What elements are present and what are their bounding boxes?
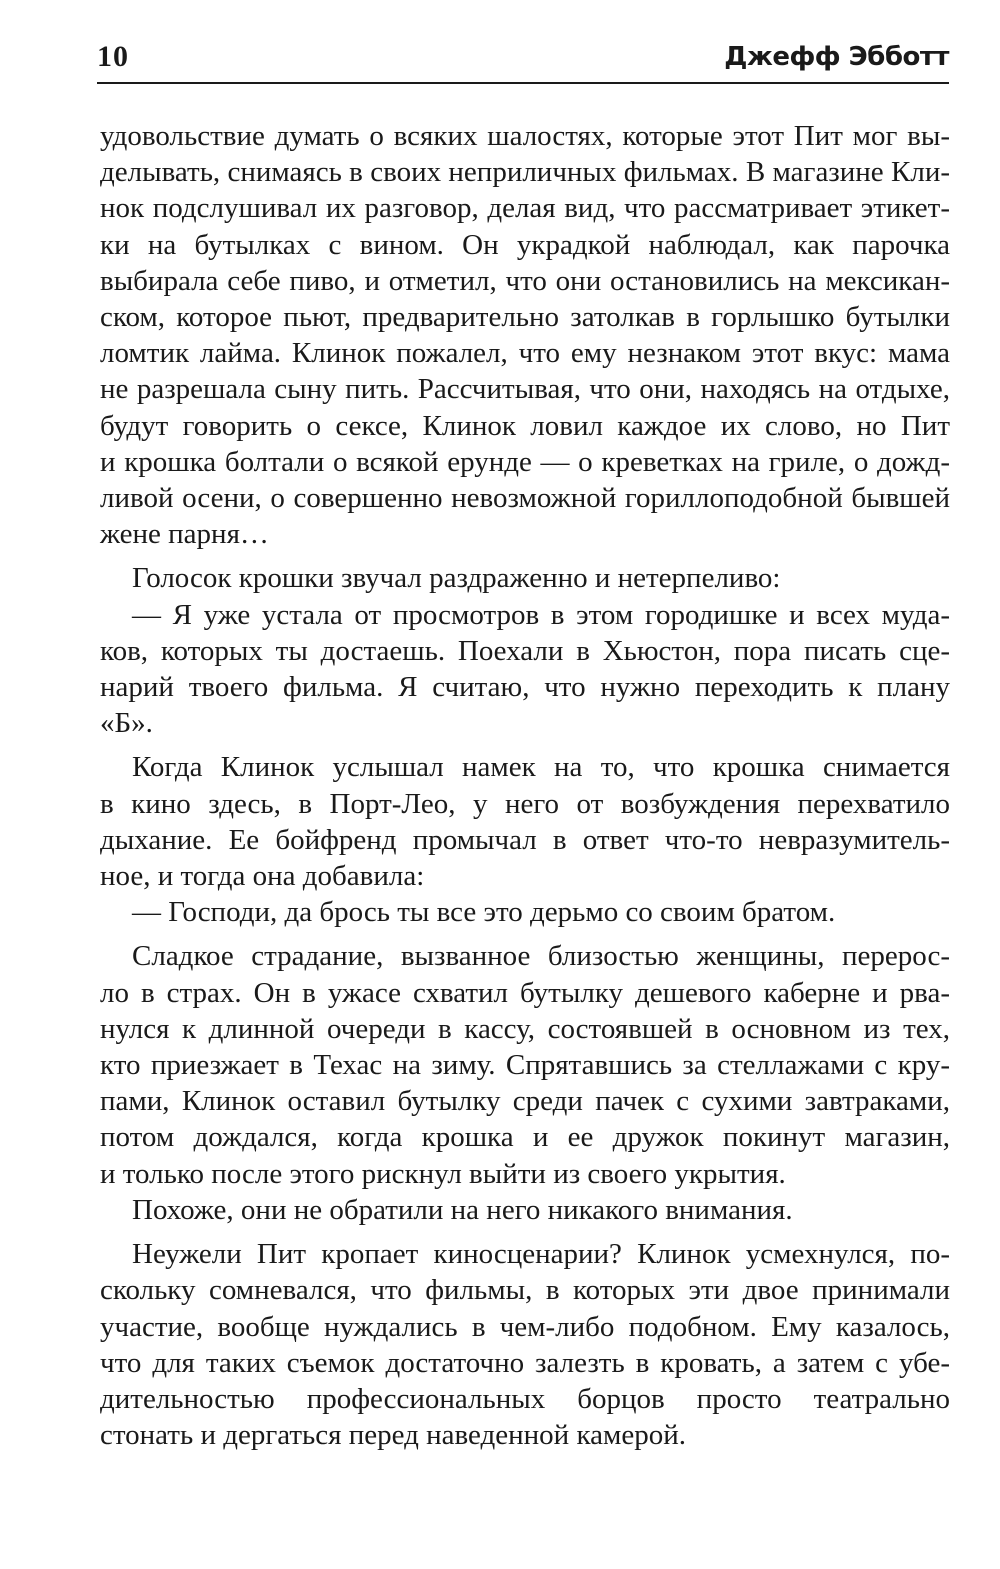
text-line: Сладкое страдание, вызванное близостью женщины, перерос- <box>132 940 950 973</box>
text-line: — Господи, да брось ты все это дерьмо со своим братом. <box>132 896 836 929</box>
text-line: стонать и дергаться перед наведенной камерой. <box>100 1419 686 1452</box>
text-line: будут говорить о сексе, Клинок ловил каждое их слово, но Пит <box>100 409 950 442</box>
text-line: нарий твоего фильма. Я считаю, что нужно переходить к плану <box>100 671 950 704</box>
text-line: и крошка болтали о всякой ерунде — о креветках на гриле, о дожд- <box>100 445 950 478</box>
paragraph <box>100 938 950 1228</box>
text-line: Неужели Пит кропает киносценарии? Клинок усмехнулся, по- <box>132 1238 950 1271</box>
text-line: ливой осени, о совершенно невозможной гориллоподобной бывшей <box>100 482 950 515</box>
text-line: потом дождался, когда крошка и ее дружок покинут магазин, <box>100 1121 950 1154</box>
page-number: 10 <box>97 40 129 73</box>
text-line: делывать, снимаясь в своих неприличных фильмах. В магазине Кли- <box>100 156 950 189</box>
body-text <box>100 118 950 1453</box>
text-line: ском, которое пьют, предварительно затолкав в горлышко бутылки <box>100 301 950 334</box>
running-head-author: Джефф Эбботт <box>724 42 949 72</box>
text-line: скольку сомневался, что фильмы, в которых эти двое принимали <box>100 1274 950 1307</box>
text-line: Когда Клинок услышал намек на то, что крошка снимается <box>132 751 950 784</box>
text-line: ло в страх. Он в ужасе схватил бутылку дешевого каберне и рва- <box>100 976 950 1009</box>
text-line: дительностью профессиональных борцов просто театрально <box>100 1382 950 1415</box>
text-line: что для таких съемок достаточно залезть в кровать, а затем с убе- <box>100 1346 950 1379</box>
text-line: в кино здесь, в Порт-Лео, у него от возбуждения перехватило <box>100 787 950 820</box>
text-line: ное, и тогда она добавила: <box>100 860 425 893</box>
text-line: выбирала себе пиво, и отметил, что они остановились на мексикан- <box>100 264 950 297</box>
text-line: ломтик лайма. Клинок пожалел, что ему незнаком этот вкус: мама <box>100 337 950 370</box>
text-line: «Б». <box>100 707 153 740</box>
text-line: ков, которых ты достаешь. Поехали в Хьюстон, пора писать сце- <box>100 634 950 667</box>
text-line: Голосок крошки звучал раздраженно и нетерпеливо: <box>132 562 781 595</box>
text-line: нулся к длинной очереди в кассу, состоявшей в основном из тех, <box>100 1012 950 1045</box>
text-line: — Я уже устала от просмотров в этом городишке и всех муда- <box>132 598 950 631</box>
paragraph <box>100 749 950 930</box>
header-rule <box>97 82 949 84</box>
text-line: не разрешала сыну пить. Рассчитывая, что они, находясь на отдыхе, <box>100 373 950 406</box>
text-line: участие, вообще нуждались в чем-либо подобном. Ему казалось, <box>100 1310 950 1343</box>
text-line: дыхание. Ее бойфренд промычал в ответ что-то невразумитель- <box>100 823 950 856</box>
text-line: жене парня… <box>100 518 269 551</box>
page-header <box>97 36 949 84</box>
text-line: Похоже, они не обратили на него никакого внимания. <box>132 1193 793 1226</box>
paragraph <box>100 118 950 552</box>
paragraph <box>100 1236 950 1453</box>
text-line: кто приезжает в Техас на зиму. Спрятавшись за стеллажами с кру- <box>100 1049 950 1082</box>
text-line: и только после этого рискнул выйти из своего укрытия. <box>100 1157 786 1190</box>
text-line: удовольствие думать о всяких шалостях, которые этот Пит мог вы- <box>100 120 950 152</box>
text-line: нок подслушивал их разговор, делая вид, что рассматривает этикет- <box>100 192 950 225</box>
paragraph <box>100 560 950 741</box>
text-line: ки на бутылках с вином. Он украдкой наблюдал, как парочка <box>100 228 950 261</box>
text-line: пами, Клинок оставил бутылку среди пачек с сухими завтраками, <box>100 1085 950 1118</box>
